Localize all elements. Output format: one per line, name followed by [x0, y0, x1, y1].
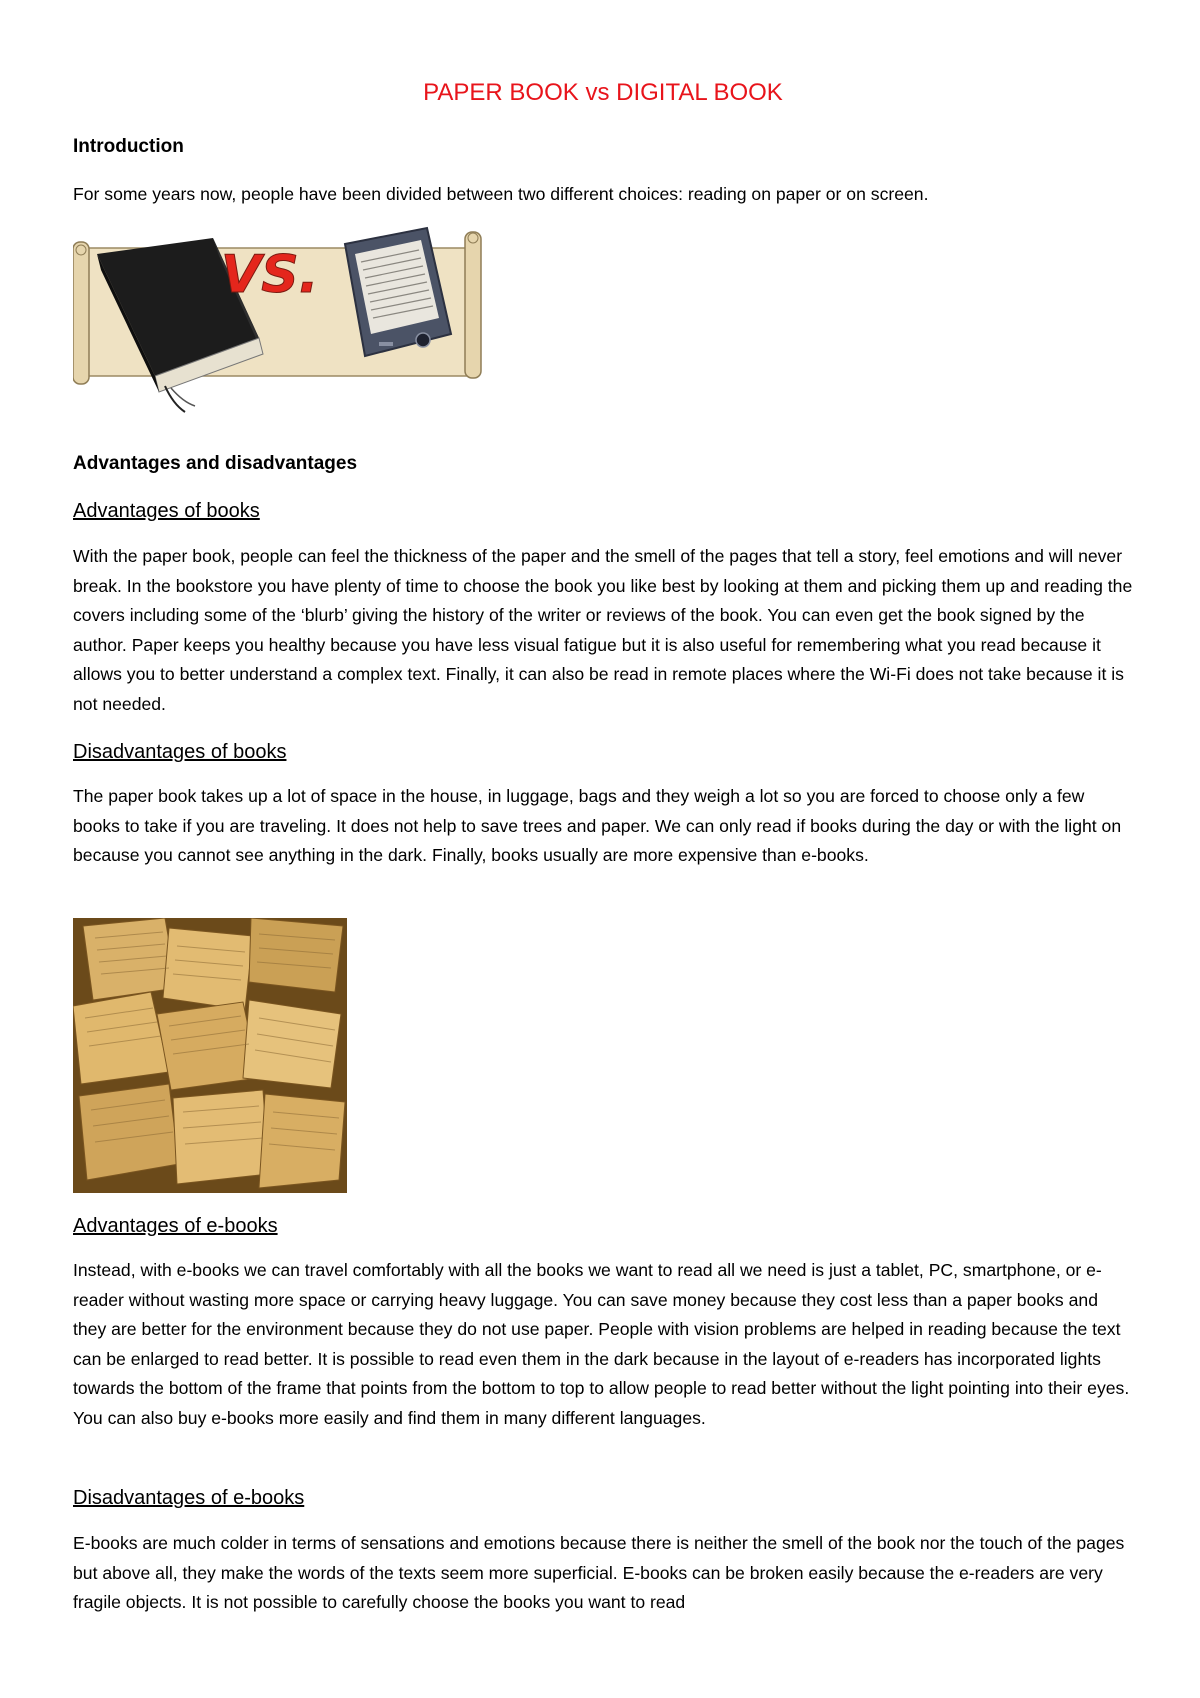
disadvantages-of-ebooks-text: E-books are much colder in terms of sensations and emotions because there is neither the smell of the book nor the touch of the pages but above all, they make the words of the texts seem more superficial. E-books can be broken easily because the e-readers are very fragile objects. It is not possible to carefully choose the books you want to read [73, 1533, 1125, 1612]
advantages-of-books-heading: Advantages of books [73, 500, 260, 522]
disadvantages-of-books-paragraph [73, 782, 1133, 871]
advantages-of-books-text: With the paper book, people can feel the thickness of the paper and the smell of the pages that tell a story, feel emotions and will never break. In the bookstore you have plenty of time to choose the book you like best by looking at them and picking them up and reading the covers including some of the ‘blurb’ giving the history of the writer or reviews of the book. You can even get the book signed by the author. Paper keeps you healthy because you have less visual fatigue but it is also useful for remembering what you read because it allows you to better understand a complex text. Finally, it can also be read in remote places where the Wi-Fi does not take because it is not needed. [73, 546, 1133, 714]
disadvantages-of-books-heading: Disadvantages of books [73, 741, 287, 763]
versus-label: VS. [221, 245, 319, 305]
ereader-device [345, 228, 451, 356]
disadvantages-of-ebooks-heading: Disadvantages of e-books [73, 1487, 305, 1509]
page-title: PAPER BOOK vs DIGITAL BOOK [423, 79, 783, 106]
advantages-disadvantages-heading: Advantages and disadvantages [73, 453, 358, 474]
disadvantages-of-books-text: The paper book takes up a lot of space in the house, in luggage, bags and they weigh a lot so you are forced to choose only a few books to take if you are traveling. It does not help to save trees and paper. We can only read if books during the day or with the light on because you cannot see anything in the dark. Finally, books usually are more expensive than e-books. [73, 786, 1122, 865]
advantages-of-books-paragraph [73, 542, 1133, 719]
book-vs-ereader-image [73, 226, 485, 426]
intro-paragraph [73, 180, 1133, 210]
advantages-of-ebooks-heading: Advantages of e-books [73, 1215, 278, 1237]
advantages-of-ebooks-text: Instead, with e-books we can travel comfortably with all the books we want to read all we need is just a tablet, PC, smartphone, or e-reader without wasting more space or carrying heavy luggage. You can save money because they cost less than a paper books and they are better for the environment because they do not use paper. People with vision problems are helped in reading because the text can be enlarged to read better. It is possible to read even them in the dark because in the layout of e-readers has incorporated lights towards the bottom of the frame that points from the bottom to top to allow people to read better without the light pointing into their eyes. You can also buy e-books more easily and find them in many different languages. [73, 1260, 1130, 1428]
advantages-of-ebooks-paragraph [73, 1256, 1133, 1433]
disadvantages-of-ebooks-paragraph [73, 1529, 1133, 1618]
scattered-books-image [73, 918, 347, 1193]
intro-text: For some years now, people have been divided between two different choices: reading on paper or on screen. [73, 184, 929, 204]
intro-heading: Introduction [73, 136, 184, 157]
